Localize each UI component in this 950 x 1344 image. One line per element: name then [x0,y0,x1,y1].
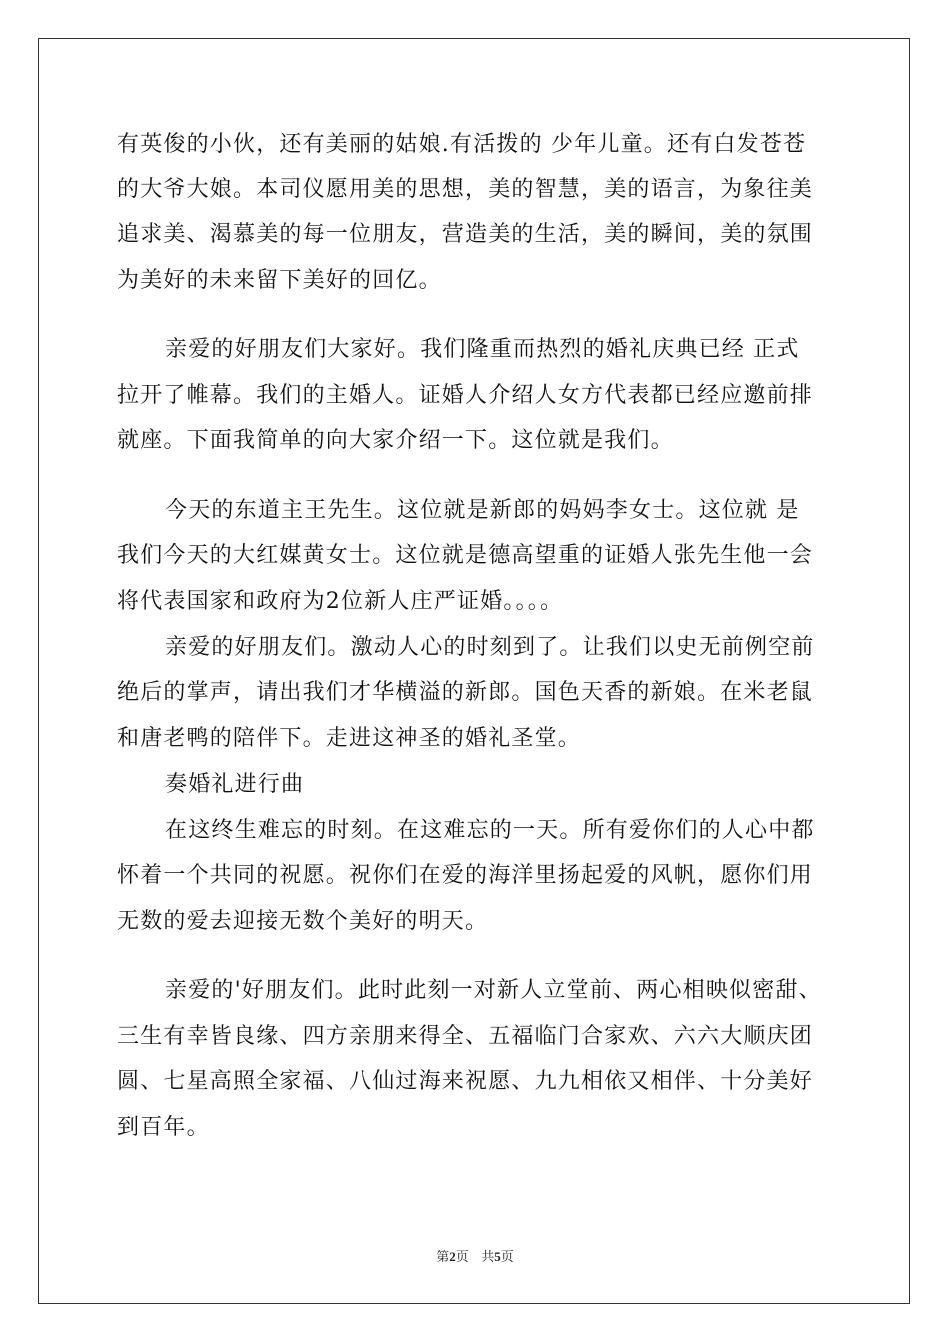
text-line: 无数的爱去迎接无数个美好的明天。 [117,909,489,934]
paragraph-start-line: 亲爱的'好朋友们。此时此刻一对新人立堂前、两心相映似密甜、 [165,978,822,1003]
text-line: 有英俊的小伙，还有美丽的姑娘.有活拨的 少年儿童。还有白发苍苍 [117,132,807,157]
text-line: 追求美、渴慕美的每一位朋友，营造美的生活，美的瞬间，美的氛围 [117,222,814,247]
page-number: 2 [449,1249,456,1264]
text-line: 怀着一个共同的祝愿。祝你们在爱的海洋里扬起爱的风帆，愿你们用 [117,863,814,888]
text-line: 为美好的未来留下美好的回亿。 [117,268,442,293]
text-line: 的大爷大娘。本司仪愿用美的思想，美的智慧，美的语言，为象往美 [117,177,814,202]
page-number-label: 第2页 [436,1249,469,1265]
page-footer [0,1248,950,1267]
total-pages-label: 共5页 [481,1249,514,1265]
total-pages: 5 [494,1249,501,1264]
paragraph-start-line: 今天的东道主王先生。这位就是新郎的妈妈李女士。这位就 是 [165,498,800,523]
paragraph-start-line: 奏婚礼进行曲 [165,772,305,797]
text-line: 圆、七星高照全家福、八仙过海来祝愿、九九相依又相伴、十分美好 [117,1069,814,1094]
text-line: 就座。下面我简单的向大家介绍一下。这位就是我们。 [117,428,674,453]
text-line: 绝后的掌声，请出我们才华横溢的新郎。国色天香的新娘。在米老鼠 [117,680,814,705]
text-line: 我们今天的大红媒黄女士。这位就是德高望重的证婚人张先生他一会 [117,543,814,568]
text-line: 三生有幸皆良缘、四方亲朋来得全、五福临门合家欢、六六大顺庆团 [117,1024,814,1049]
paragraph-start-line: 亲爱的好朋友们。激动人心的时刻到了。让我们以史无前例空前 [165,635,815,660]
text-line: 和唐老鸭的陪伴下。走进这神圣的婚礼圣堂。 [117,726,582,751]
paragraph-start-line: 亲爱的好朋友们大家好。我们隆重而热烈的婚礼庆典已经 正式 [165,337,800,362]
text-line: 拉开了帷幕。我们的主婚人。证婚人介绍人女方代表都已经应邀前排 [117,383,814,408]
text-line: 将代表国家和政府为2位新人庄严证婚。。。。 [117,589,564,614]
paragraph-start-line: 在这终生难忘的时刻。在这难忘的一天。所有爱你们的人心中都 [165,818,815,843]
text-line: 到百年。 [117,1115,210,1140]
